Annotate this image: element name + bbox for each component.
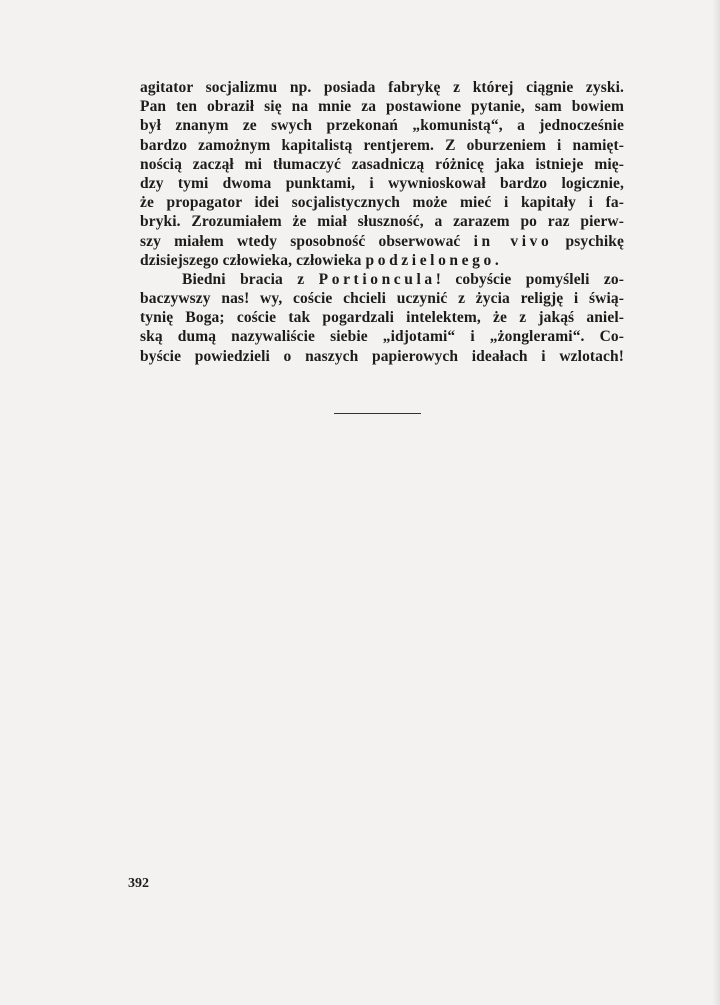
- emphasis-spaced: Portioncula: [318, 270, 436, 288]
- text-line: bryki. Zrozumiałem że miał słuszność, a zarazem po raz pierw-: [140, 213, 624, 231]
- text-line: ską dumą nazywaliście siebie „idjotami“ i „żonglerami“. Co-: [140, 328, 624, 346]
- text-line: dzy tymi dwoma punktami, i wywnioskował bardzo logicznie,: [140, 174, 624, 192]
- text-line: [140, 251, 624, 270]
- text-run: ! cobyście pomyśleli zo-: [435, 270, 624, 288]
- text-line: baczywszy nas! wy, coście chcieli uczynić z życia religję i świą-: [140, 290, 624, 308]
- page-number: 392: [128, 876, 149, 891]
- text-line: [140, 232, 624, 251]
- emphasis-spaced: in vivo: [473, 232, 553, 250]
- body-text: [140, 78, 624, 366]
- text-run: .: [494, 251, 499, 269]
- text-line: Pan ten obraził się na mnie za postawione pytanie, sam bowiem: [140, 98, 624, 116]
- text-line: był znanym ze swych przekonań „komunistą“, a jednocześnie: [140, 117, 624, 135]
- text-line: bardzo zamożnym kapitalistą rentjerem. Z oburzeniem i namięt-: [140, 136, 624, 154]
- text-run: psychikę: [552, 232, 625, 250]
- text-run: szy miałem wtedy sposobność obserwować: [140, 232, 474, 250]
- text-line: że propagator idei socjalistycznych może mieć i kapitały i fa-: [140, 194, 624, 212]
- section-divider: [334, 413, 421, 414]
- text-run: dzisiejszego człowieka, człowieka: [140, 251, 366, 269]
- text-line: [140, 270, 624, 289]
- text-line: nością zaczął mi tłumaczyć zasadniczą różnicę jaka istnieje mię-: [140, 155, 624, 173]
- emphasis-spaced: podzielonego: [365, 251, 495, 269]
- text-line: byście powiedzieli o naszych papierowych ideałach i wzlotach!: [140, 347, 624, 365]
- text-line: agitator socjalizmu np. posiada fabrykę z której ciągnie zyski.: [140, 79, 624, 96]
- page-edge: [712, 0, 720, 1005]
- text-line: tynię Boga; coście tak pogardzali intelektem, że z jakąś aniel-: [140, 309, 624, 327]
- text-run: Biedni bracia z: [182, 270, 319, 288]
